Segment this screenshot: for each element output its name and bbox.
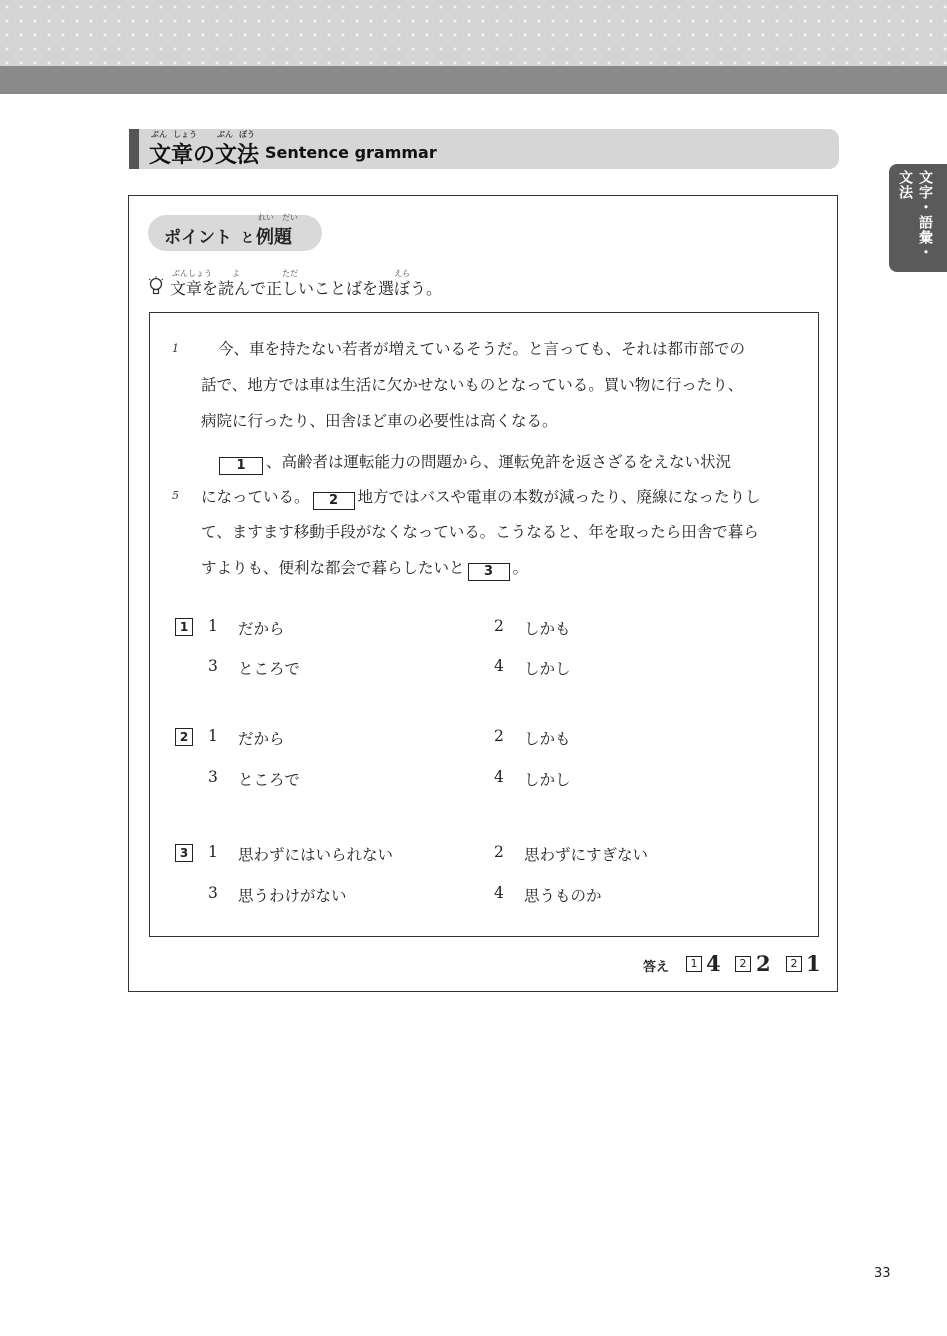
section-title-ja-text: 文章の文法 xyxy=(149,143,260,168)
line-marker-1: 1 xyxy=(172,342,179,355)
question-number-2: 2 xyxy=(175,728,193,746)
pill-ruby: れい だい xyxy=(258,213,298,222)
passage-line-text: になっている。 xyxy=(201,488,310,506)
blank-3: 3 xyxy=(468,563,510,581)
answer-box-2: 2 xyxy=(735,956,751,972)
passage-line xyxy=(201,485,761,510)
passage-line xyxy=(201,556,528,581)
answer-box-3: 2 xyxy=(786,956,802,972)
header-pattern-band xyxy=(0,0,947,66)
section-title-ja xyxy=(149,130,260,169)
option-number: 1 xyxy=(208,843,218,861)
header-bar xyxy=(0,66,947,94)
section-header-accent xyxy=(129,129,139,169)
question-number-3: 3 xyxy=(175,844,193,862)
option-text[interactable]: ところで xyxy=(238,660,300,678)
answer-label: 答え xyxy=(643,960,670,975)
instruction-text: 文章を読んで正しいことばを選ぼう。 xyxy=(170,279,443,298)
option-text[interactable]: しかも xyxy=(524,730,571,748)
option-number: 3 xyxy=(208,884,218,902)
answer-value-1: 4 xyxy=(706,951,721,976)
blank-1: 1 xyxy=(219,457,263,475)
chapter-side-tab xyxy=(889,164,947,272)
option-text[interactable]: しかし xyxy=(524,660,571,678)
option-number: 2 xyxy=(494,617,504,635)
option-number: 1 xyxy=(208,727,218,745)
passage-line xyxy=(216,450,731,475)
option-text[interactable]: ところで xyxy=(238,771,300,789)
option-text[interactable]: 思うものか xyxy=(524,887,602,905)
lightbulb-icon xyxy=(148,276,164,296)
instr-ruby-bunshou: ぶんしょう xyxy=(172,269,212,278)
option-text[interactable]: 思わずにはいられない xyxy=(238,846,394,864)
option-text[interactable]: だから xyxy=(238,730,285,748)
question-number-1: 1 xyxy=(175,618,193,636)
blank-2: 2 xyxy=(313,492,355,510)
option-number: 3 xyxy=(208,657,218,675)
passage-line-text: 地方ではバスや電車の本数が減ったり、廃線になったりし xyxy=(357,488,761,506)
passage-line-text: すよりも、便利な都会で暮らしたいと xyxy=(201,559,465,577)
instr-ruby-yo: よ xyxy=(232,269,240,278)
option-number: 2 xyxy=(494,727,504,745)
passage-line-text: 。 xyxy=(512,559,529,577)
option-text[interactable]: 思わずにすぎない xyxy=(524,846,649,864)
answer-box-1: 1 xyxy=(686,956,702,972)
option-text[interactable]: しかも xyxy=(524,620,571,638)
answer-value-2: 2 xyxy=(756,951,771,976)
pill-text-examples: 例題 xyxy=(256,227,292,248)
option-text[interactable]: しかし xyxy=(524,771,571,789)
answer-value-3: 1 xyxy=(806,951,821,976)
section-title-en: Sentence grammar xyxy=(265,143,437,162)
passage-line: て、ますます移動手段がなくなっている。こうなると、年を取ったら田舎で暮ら xyxy=(201,523,759,541)
page-number: 33 xyxy=(874,1266,891,1281)
instr-ruby-era: えら xyxy=(394,269,410,278)
passage-line: 話で、地方では車は生活に欠かせないものとなっている。買い物に行ったり、 xyxy=(201,376,744,394)
section-header xyxy=(129,129,839,169)
points-and-examples-pill xyxy=(148,215,322,251)
chapter-side-tab-label: 文字・語彙・文法 xyxy=(897,170,933,260)
ruby-pou: ぽう xyxy=(239,130,255,139)
option-number: 4 xyxy=(494,768,504,786)
option-text[interactable]: だから xyxy=(238,620,285,638)
ruby-bun2: ぶん xyxy=(217,130,233,139)
option-text[interactable]: 思うわけがない xyxy=(238,887,347,905)
instr-ruby-tada: ただ xyxy=(282,269,298,278)
line-marker-5: 5 xyxy=(172,489,179,502)
passage-line: 今、車を持たない若者が増えているそうだ。と言っても、それは都市部での xyxy=(218,340,746,358)
option-number: 2 xyxy=(494,843,504,861)
pill-text-to: と xyxy=(241,231,255,246)
passage-line: 病院に行ったり、田舎ほど車の必要性は高くなる。 xyxy=(201,412,558,430)
ruby-bun: ぶん xyxy=(151,130,167,139)
pill-text-points: ポイント xyxy=(164,228,232,248)
option-number: 4 xyxy=(494,657,504,675)
option-number: 4 xyxy=(494,884,504,902)
option-number: 1 xyxy=(208,617,218,635)
passage-line-text: 、高齢者は運転能力の問題から、運転免許を返さざるをえない状況 xyxy=(266,453,732,471)
instruction xyxy=(170,269,443,299)
option-number: 3 xyxy=(208,768,218,786)
ruby-shou: しょう xyxy=(173,130,197,139)
